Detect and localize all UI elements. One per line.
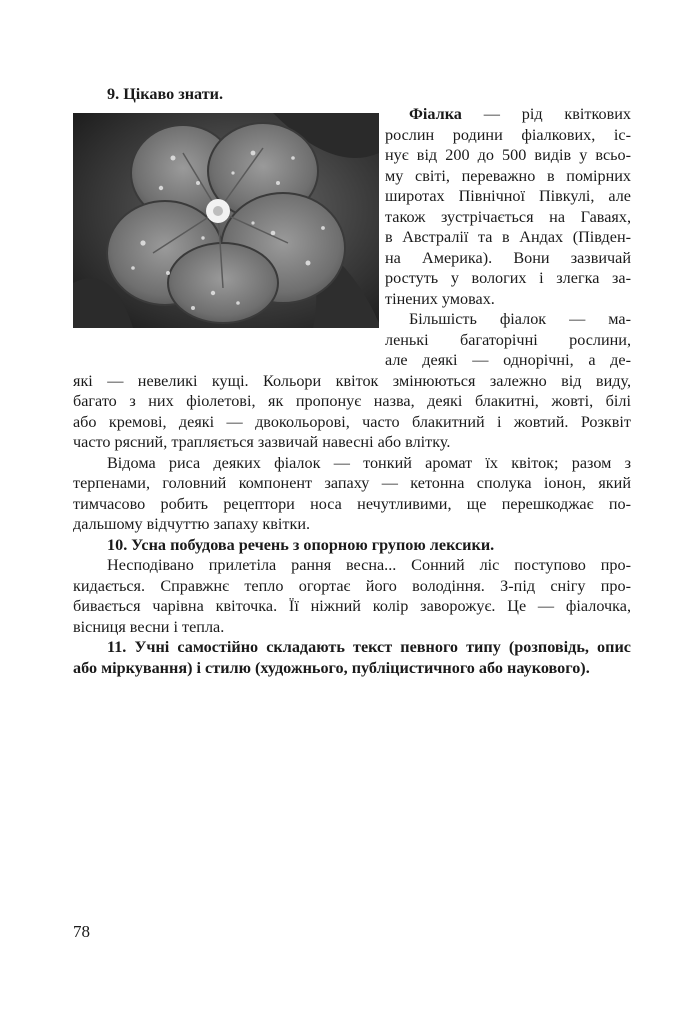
para3-line-3: тимчасово робить рецептори носа нечутливими, ще перешкоджає по- bbox=[73, 494, 631, 513]
para4-line-2: кидається. Справжнє тепло огортає його володіння. З-під снігу про- bbox=[73, 576, 631, 595]
term-fialka: Фіалка bbox=[409, 105, 462, 123]
para3-line-4: дальшому відчуттю запаху квітки. bbox=[73, 515, 311, 533]
section-heading-10: 10. Усна побудова речень з опорною групою лексики. bbox=[107, 535, 495, 554]
para1-line-4: му світі, переважно в помірних bbox=[385, 166, 631, 185]
para2-line-4: які — невеликі кущі. Кольори квіток змінюються залежно від виду, bbox=[73, 371, 631, 390]
para1-line-8: на Америка). Вони зазвичай bbox=[385, 248, 631, 267]
para1-line-3: нує від 200 до 500 видів у всьо- bbox=[385, 146, 631, 164]
violet-flower-photo bbox=[73, 113, 379, 328]
para3-line-1: Відома риса деяких фіалок — тонкий аромат їх квіток; разом з bbox=[107, 453, 631, 472]
para3-line-2: терпенами, головний компонент запаху — кетонна сполука іонон, який bbox=[73, 474, 631, 492]
para4-line-1: Несподівано прилетіла рання весна... Сонний ліс поступово про- bbox=[107, 556, 631, 574]
para2-line-5: багато з них фіолетові, як пропонує назва, деякі блакитні, жовті, білі bbox=[73, 392, 631, 410]
page-number: 78 bbox=[73, 922, 90, 941]
para2-line-1: Більшість фіалок — ма- bbox=[409, 310, 631, 328]
para2-line-7: часто рясний, трапляється зазвичай навесні або влітку. bbox=[73, 433, 451, 451]
flower-image-icon bbox=[73, 113, 379, 328]
para2-line-3: але деякі — однорічні, а де- bbox=[385, 351, 631, 369]
section-heading-9: 9. Цікаво знати. bbox=[107, 85, 224, 103]
para1-line-1 bbox=[409, 104, 631, 124]
task-11-line-1: 11. Учні самостійно складають текст певного типу (розповідь, опис bbox=[107, 638, 631, 656]
para1-line-2: рослин родини фіалкових, іс- bbox=[385, 125, 631, 144]
para4-line-3: бивається чарівна квіточка. Її ніжний колір заворожує. Це — фіалочка, bbox=[73, 597, 631, 615]
para1-line-9: ростуть у вологих і злегка за- bbox=[385, 269, 631, 287]
task-11-line-2: або міркування) і стилю (художнього, публіцистичного або наукового). bbox=[73, 658, 590, 677]
para2-line-6: або кремові, деякі — двокольорові, часто блакитний і жовтий. Розквіт bbox=[73, 412, 631, 431]
para4-line-4: вісниця весни і тепла. bbox=[73, 617, 225, 636]
para2-line-2: ленькі багаторічні рослини, bbox=[385, 330, 631, 349]
para1-line-6: також зустрічається на Гаваях, bbox=[385, 207, 631, 226]
para1-line-7: в Австралії та в Андах (Півден- bbox=[385, 228, 631, 246]
para1-line-1-text: — рід квіткових bbox=[483, 105, 631, 123]
para1-line-5: широтах Північної Півкулі, але bbox=[385, 187, 631, 205]
para1-line-10: тінених умовах. bbox=[385, 289, 495, 308]
